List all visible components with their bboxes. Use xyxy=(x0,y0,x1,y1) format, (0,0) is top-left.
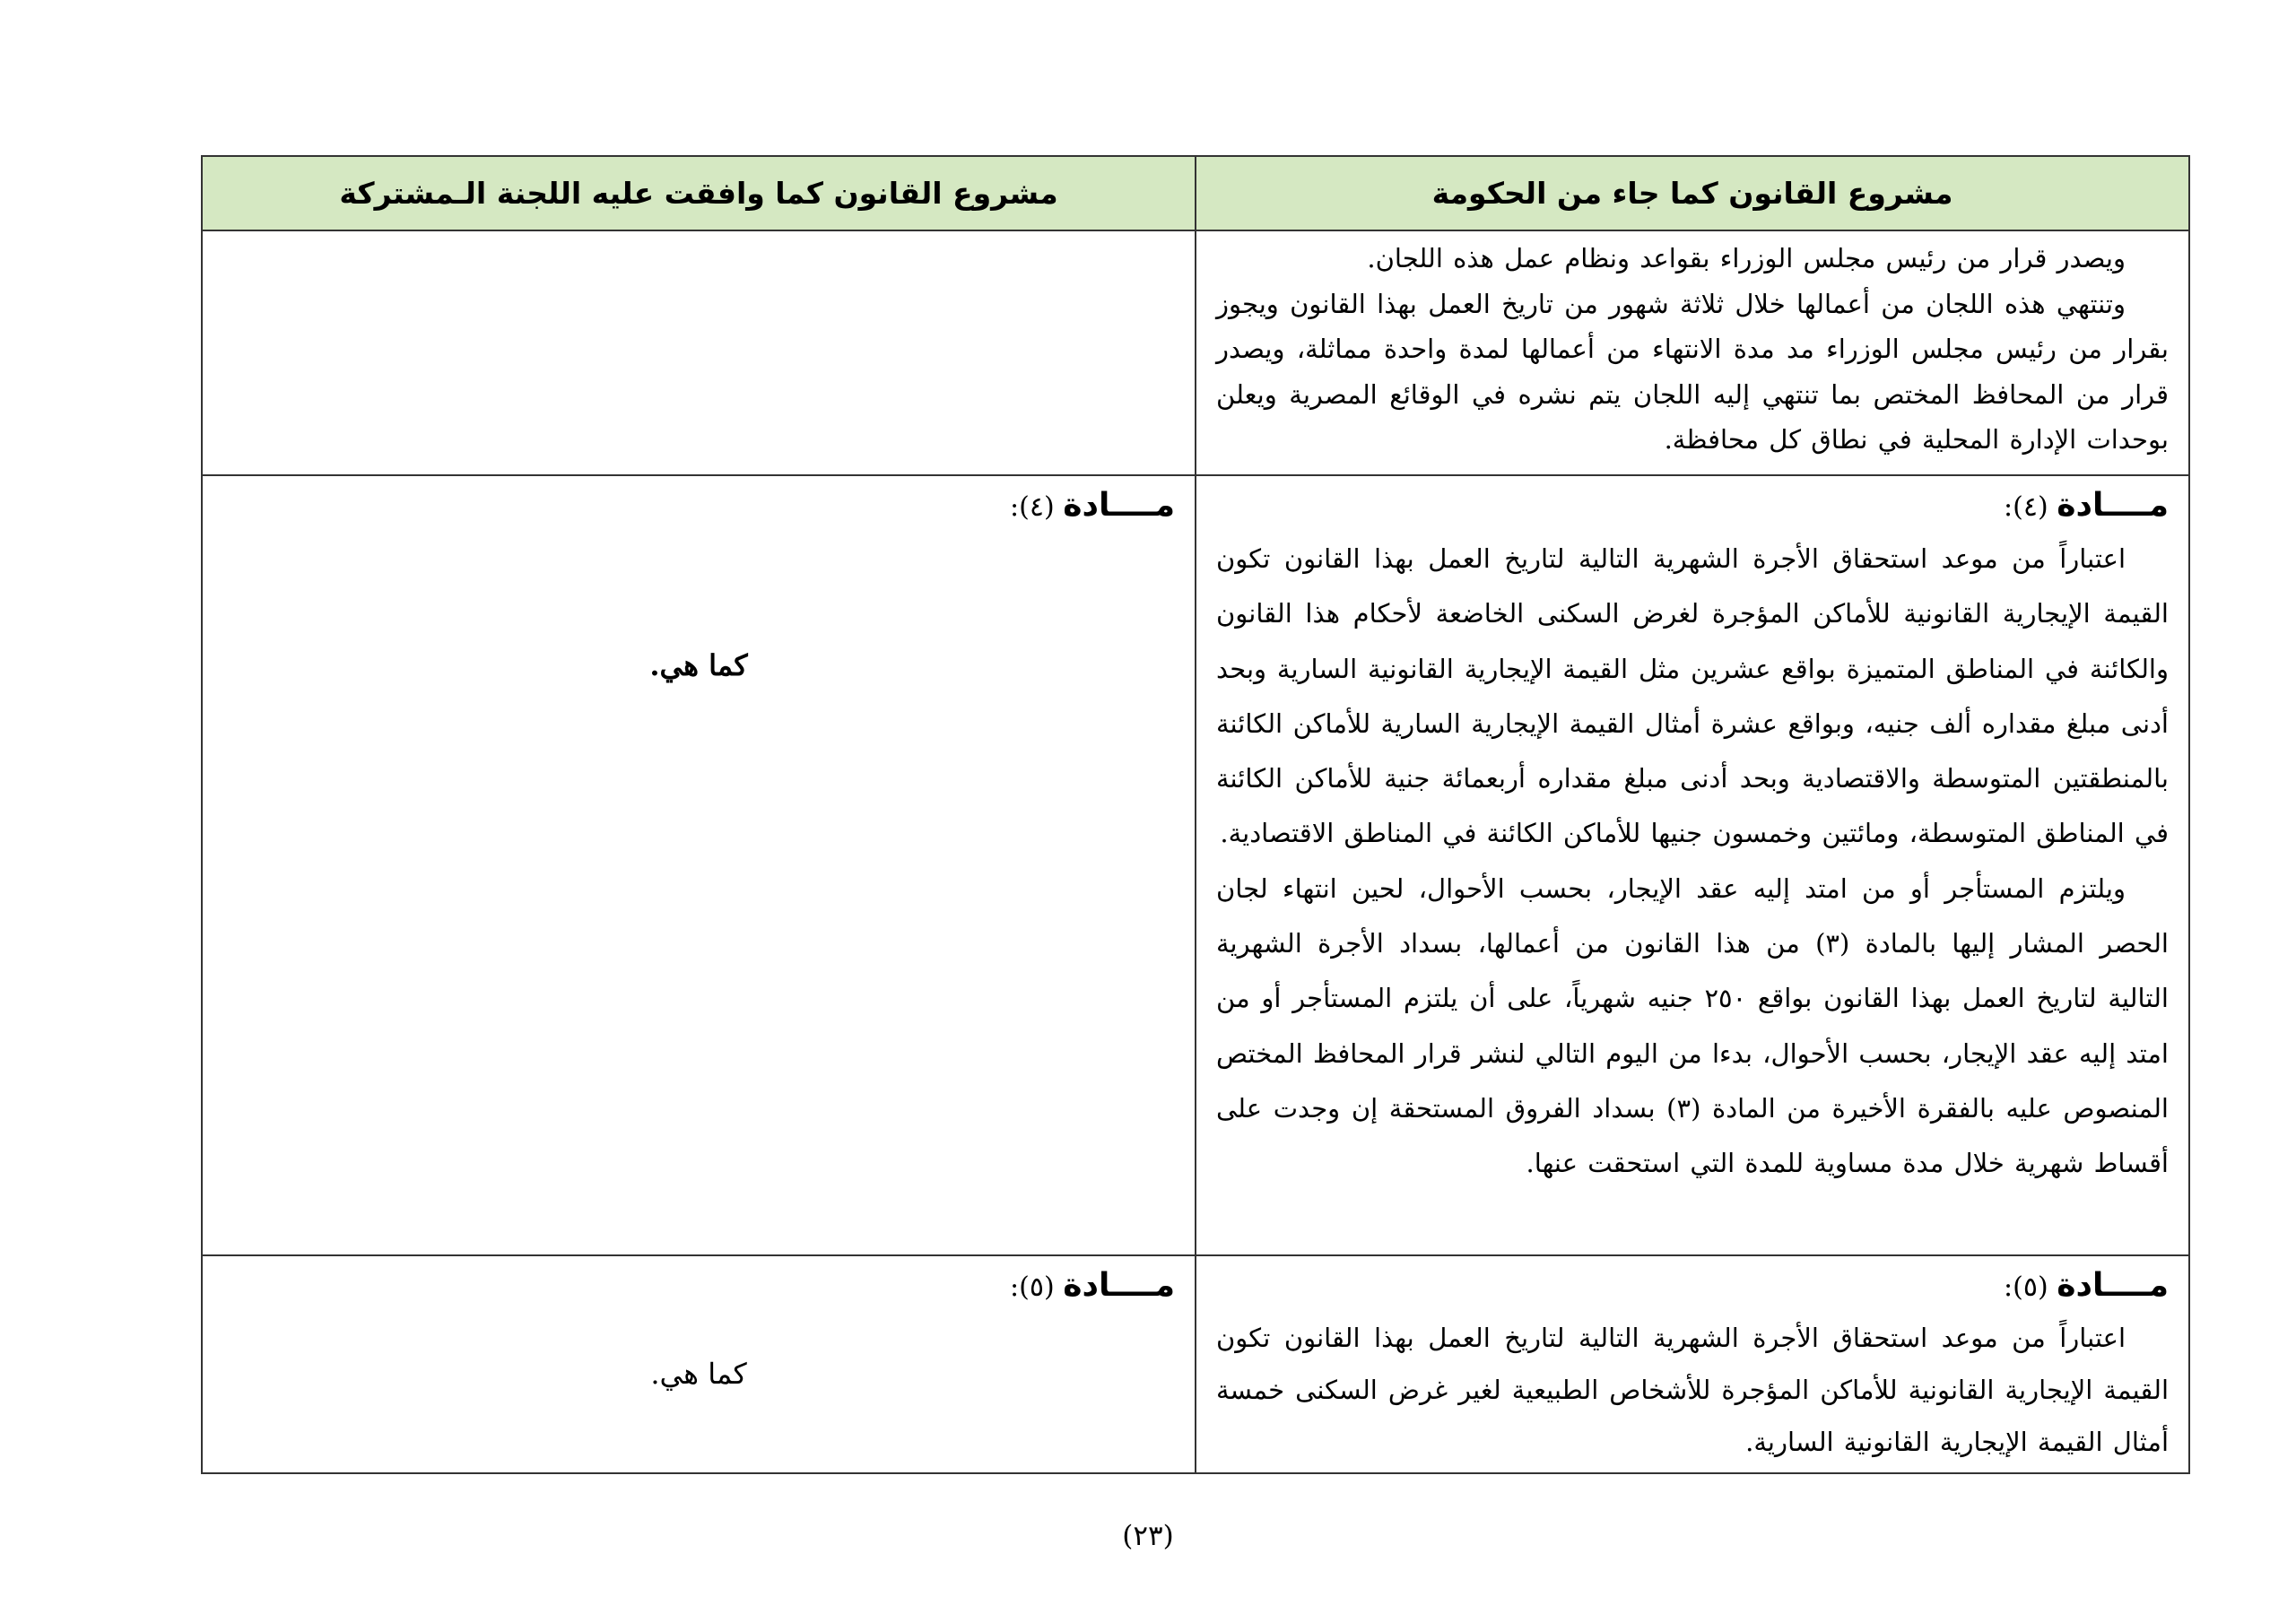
table-row xyxy=(202,230,2189,475)
comparison-table xyxy=(201,155,2190,1474)
article-word: مــــادة xyxy=(2057,1267,2169,1304)
article-word: مــــادة xyxy=(1063,1267,1175,1304)
as-is-note: كما هي. xyxy=(650,1357,747,1391)
paragraph: اعتباراً من موعد استحقاق الأجرة الشهرية التالية لتاريخ العمل بهذا القانون تكون القيمة الإيجارية القانونية للأماكن المؤجرة لغرض السكنى الخاضعة لأحكام هذا القانون والكائنة في المناطق المتميزة بواقع عشرين مثل القيمة الإيجارية القانونية السارية وبحد أدنى مبلغ مقداره ألف جنيه، وبواقع عشرة أمثال القيمة الإيجارية السارية للأماكن الكائنة بالمنطقتين المتوسطة والاقتصادية وبحد أدنى مبلغ مقداره أربعمائة جنية للأماكن الكائنة في المناطق المتوسطة، ومائتين وخمسون جنيها للأماكن الكائنة في المناطق الاقتصادية. xyxy=(1216,543,2169,849)
paragraph: ويلتزم المستأجر أو من امتد إليه عقد الإيجار، بحسب الأحوال، لحين انتهاء لجان الحصر المشار إليها بالمادة (٣) من هذا القانون من أعمالها، بسداد الأجرة الشهرية التالية لتاريخ العمل بهذا القانون بواقع ٢٥٠ جنيه شهرياً، على أن يلتزم المستأجر أو من امتد إليه عقد الإيجار، بحسب الأحوال، بدءا من اليوم التالي لنشر قرار المحافظ المختص المنصوص عليه بالفقرة الأخيرة من المادة (٣) بسداد الفروق المستحقة إن وجدت على أقساط شهرية خلال مدة مساوية للمدة التي استحقت عنها. xyxy=(1216,872,2169,1179)
as-is-note: كما هي. xyxy=(649,648,748,682)
article-number: (٥): xyxy=(1010,1271,1055,1303)
government-cell xyxy=(1196,230,2189,475)
article-word: مــــادة xyxy=(1063,487,1175,524)
article-heading xyxy=(222,482,1175,532)
government-cell xyxy=(1196,475,2189,1255)
article-number: (٤): xyxy=(1010,491,1055,523)
table-header-row xyxy=(202,156,2189,230)
article-word: مــــادة xyxy=(2057,487,2169,524)
page-number: (٢٣) xyxy=(1122,1520,1174,1552)
article-number: (٤): xyxy=(2004,491,2048,523)
government-cell xyxy=(1196,1255,2189,1473)
committee-cell xyxy=(202,230,1196,475)
article-heading xyxy=(222,1262,1175,1312)
table-row xyxy=(202,1255,2189,1473)
article-heading xyxy=(1216,482,2169,532)
paragraph: اعتباراً من موعد استحقاق الأجرة الشهرية التالية لتاريخ العمل بهذا القانون تكون القيمة الإيجارية القانونية للأماكن المؤجرة للأشخاص الطبيعية لغير غرض السكنى خمسة أمثال القيمة الإيجارية القانونية السارية. xyxy=(1216,1323,2169,1457)
committee-cell xyxy=(202,1255,1196,1473)
article-heading xyxy=(1216,1262,2169,1312)
paragraph: ويصدر قرار من رئيس مجلس الوزراء بقواعد ونظام عمل هذه اللجان. xyxy=(1367,243,2126,273)
article-number: (٥): xyxy=(2004,1271,2048,1303)
header-government-draft: مشروع القانون كما جاء من الحكومة xyxy=(1196,156,2189,230)
header-joint-committee-draft: مشروع القانون كما وافقت عليه اللجنة الـمشتركة xyxy=(202,156,1196,230)
paragraph: وتنتهي هذه اللجان من أعمالها خلال ثلاثة شهور من تاريخ العمل بهذا القانون ويجوز بقرار من رئيس مجلس الوزراء مد مدة الانتهاء من أعمالها لمدة واحدة مماثلة، ويصدر قرار من المحافظ المختص بما تنتهي إليه اللجان يتم نشره في الوقائع المصرية ويعلن بوحدات الإدارة المحلية في نطاق كل محافظة. xyxy=(1216,288,2169,455)
committee-cell xyxy=(202,475,1196,1255)
table-row xyxy=(202,475,2189,1255)
